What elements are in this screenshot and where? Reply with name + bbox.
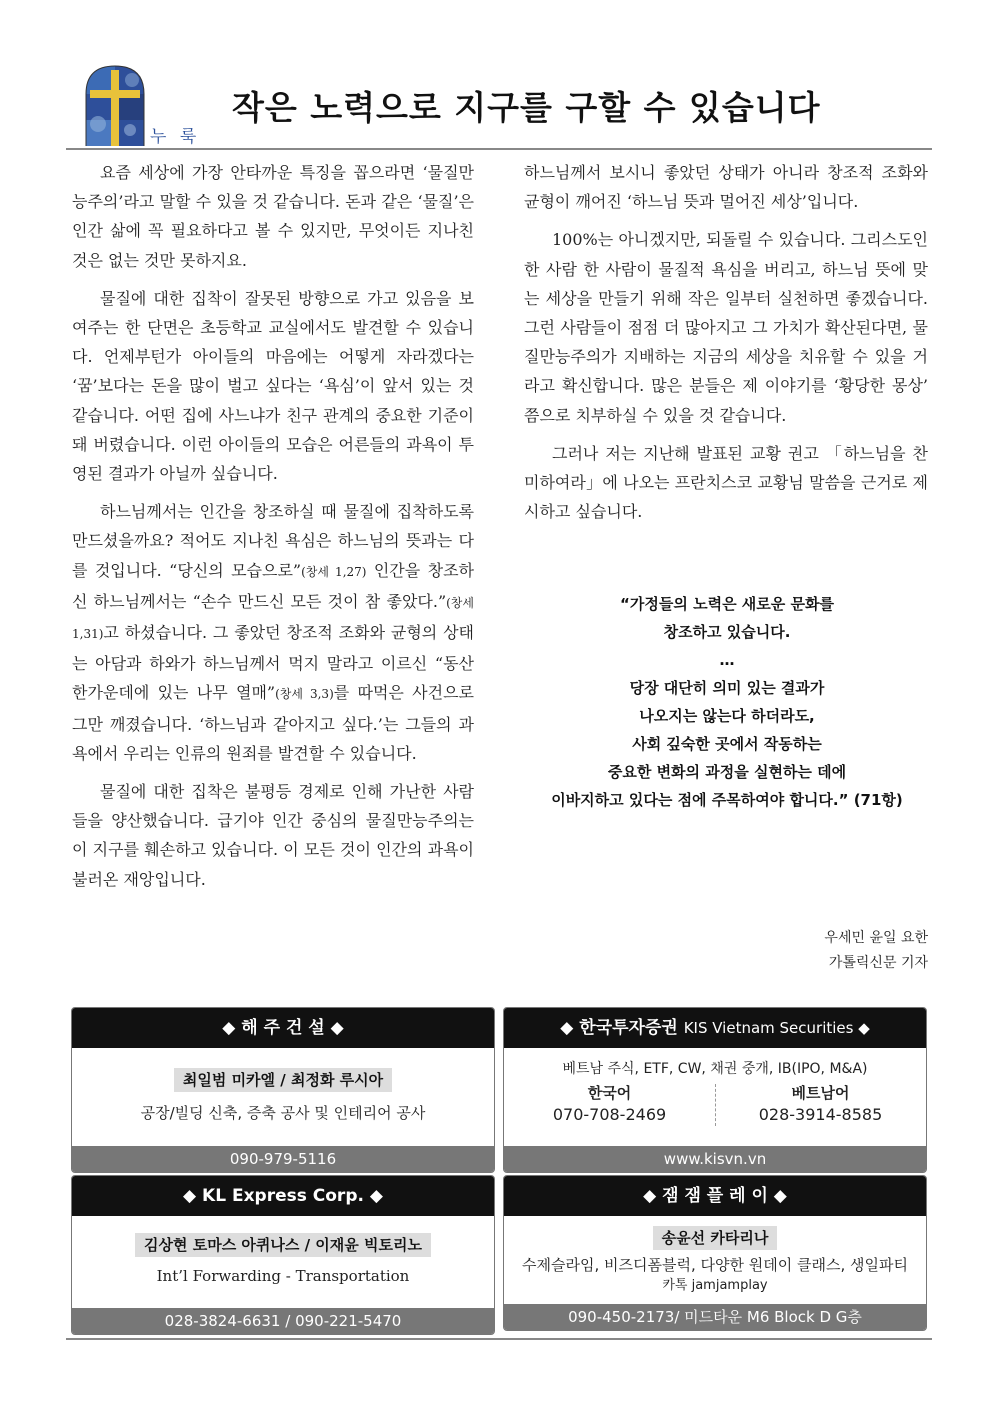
ad-description: 공장/빌딩 신축, 증축 공사 및 인테리어 공사 [140, 1104, 426, 1122]
author-role: 가톨릭신문 기자 [828, 955, 928, 971]
scripture-citation: (창세 1,27) [301, 564, 367, 579]
quote-line: 이바지하고 있다는 점에 주목하여야 합니다.” (71항) [551, 791, 903, 809]
scripture-citation: (창세 3,3) [275, 687, 334, 702]
papal-quote [522, 590, 932, 814]
page-title: 작은 노력으로 지구를 구할 수 있습니다 [232, 88, 821, 127]
ad-haeju-construction [71, 1007, 495, 1173]
footer-divider [66, 1338, 932, 1340]
paragraph-text: 인간을 창조하신 하느님께서는 “손수 만드신 모든 것이 참 좋았다.” [72, 560, 474, 611]
scripture-citation: (창세 1,31) [72, 595, 474, 642]
author-name: 우세민 윤일 요한 [824, 930, 928, 946]
article-left-column [72, 158, 474, 903]
article-paragraph: 하느님께서 보시니 좋았던 상태가 아니라 창조적 조화와 균형이 깨어진 ‘하느님 뜻과 멀어진 세상’입니다. [524, 163, 928, 212]
ad-phone: 090-979-5116 [72, 1146, 494, 1172]
article-paragraph: 물질에 대한 집착이 잘못된 방향으로 가고 있음을 보여주는 한 단면은 초등학교 교실에서도 발견할 수 있습니다. 언제부턴가 아이들의 마음에는 어떻게 자라겠다는 ‘꿈’보다는 돈을 많이 벌고 싶다는 ‘욕심’이 앞서 있는 것 같습니다. 어떤 집에 사느냐가 친구 관계의 중요한 기준이 돼 버렸습니다. 이런 아이들의 모습은 어른들의 과욕이 투영된 결과가 아닐까 싶습니다. [72, 288, 474, 484]
page-header [84, 62, 934, 150]
ad-contact-names: 김상현 토마스 아퀴나스 / 이재윤 빅토리노 [135, 1233, 431, 1257]
korean-contact [504, 1082, 715, 1126]
ad-kakao-id: 카톡 jamjamplay [662, 1278, 768, 1293]
byline [824, 926, 928, 976]
ad-description: Int’l Forwarding - Transportation [156, 1267, 410, 1285]
ad-title [504, 1008, 926, 1048]
paragraph-text: 를 따먹은 사건으로 그만 깨졌습니다. ‘하느님과 같아지고 싶다.’는 그들의 과욕에서 우리는 인류의 원죄를 발견할 수 있습니다. [72, 683, 474, 763]
quote-line: … [719, 651, 735, 669]
quote-line: “가정들의 노력은 새로운 문화를 [620, 595, 834, 613]
stained-glass-cross-logo [84, 64, 146, 146]
article-right-column [524, 158, 928, 535]
ad-title: ◆ 잼 잼 플 레 이 ◆ [504, 1176, 926, 1216]
ad-contact-names: 송윤선 카타리나 [653, 1226, 778, 1250]
ad-title: ◆ 해 주 건 설 ◆ [72, 1008, 494, 1048]
ad-phone-address: 090-450-2173/ 미드타운 M6 Block D G층 [504, 1304, 926, 1330]
ad-contact-names: 최일범 미카엘 / 최정화 루시아 [174, 1068, 392, 1092]
article-paragraph: 요즘 세상에 가장 안타까운 특징을 꼽으라면 ‘물질만능주의’라고 말할 수 있을 것 같습니다. 돈과 같은 ‘물질’은 인간 삶에 꼭 필요하다고 볼 수 있지만, 무엇이든 지나친 것은 없는 것만 못하지요. [72, 163, 474, 270]
korean-phone: 070-708-2469 [552, 1105, 667, 1124]
ad-title-korean: ◆ 한국투자증권 [560, 1018, 678, 1038]
paragraph-text: 하느님께서는 인간을 창조하실 때 물질에 집착하도록 만드셨을까요? 적어도 지나친 욕심은 하느님의 뜻과는 다를 것입니다. “당신의 모습으로” [72, 502, 474, 580]
header-divider [66, 148, 932, 150]
quote-line: 창조하고 있습니다. [663, 623, 791, 641]
ad-services: 베트남 주식, ETF, CW, 채권 중개, IB(IPO, M&A) [562, 1061, 868, 1077]
section-label: 누 룩 [150, 127, 201, 147]
ad-phone: 028-3824-6631 / 090-221-5470 [72, 1308, 494, 1334]
vietnamese-contact [715, 1082, 926, 1126]
article-paragraph: 물질에 대한 집착은 불평등 경제로 인해 가난한 사람들을 양산했습니다. 급기야 인간 중심의 물질만능주의는 이 지구를 훼손하고 있습니다. 이 모든 것이 인간의 과욕이 불러온 재앙입니다. [72, 782, 474, 889]
ad-website: www.kisvn.vn [504, 1146, 926, 1172]
quote-line: 당장 대단히 의미 있는 결과가 [629, 679, 825, 697]
ad-title: ◆ KL Express Corp. ◆ [72, 1176, 494, 1216]
quote-line: 사회 깊숙한 곳에서 작동하는 [632, 735, 822, 753]
ad-kis-securities [503, 1007, 927, 1173]
korean-label: 한국어 [587, 1084, 632, 1102]
paragraph-text: 고 하셨습니다. 그 좋았던 창조적 조화와 균형의 상태는 아담과 하와가 하느님께서 먹지 말라고 이르신 “동산 한가운데에 있는 나무 열매” [72, 623, 474, 703]
article-paragraph [72, 497, 474, 768]
ad-title-english: KIS Vietnam Securities ◆ [683, 1019, 870, 1037]
vietnamese-label: 베트남어 [791, 1084, 850, 1102]
ad-jamjam-play [503, 1175, 927, 1331]
quote-line: 중요한 변화의 과정을 실현하는 데에 [607, 763, 847, 781]
article-paragraph: 100%는 아니겠지만, 되돌릴 수 있습니다. 그리스도인 한 사람 한 사람이 물질적 욕심을 버리고, 하느님 뜻에 맞는 세상을 만들기 위해 작은 일부터 실천하면 좋겠습니다. 그런 사람들이 점점 더 많아지고 그 가치가 확산된다면, 물질만능주의가 지배하는 지금의 세상을 치유할 수 있을 거라고 확신합니다. 많은 분들은 제 이야기를 ‘황당한 몽상’ 쯤으로 치부하실 수 있을 것 같습니다. [524, 230, 928, 425]
vietnamese-phone: 028-3914-8585 [758, 1105, 883, 1124]
quote-line: 나오지는 않는다 하더라도, [639, 707, 815, 725]
ad-kl-express [71, 1175, 495, 1335]
article-paragraph: 그러나 저는 지난해 발표된 교황 권고 「하느님을 찬미하여라」에 나오는 프란치스코 교황님 말씀을 근거로 제시하고 싶습니다. [524, 443, 928, 522]
ad-description: 수제슬라임, 비즈디폼블럭, 다양한 원데이 클래스, 생일파티 [522, 1256, 908, 1274]
